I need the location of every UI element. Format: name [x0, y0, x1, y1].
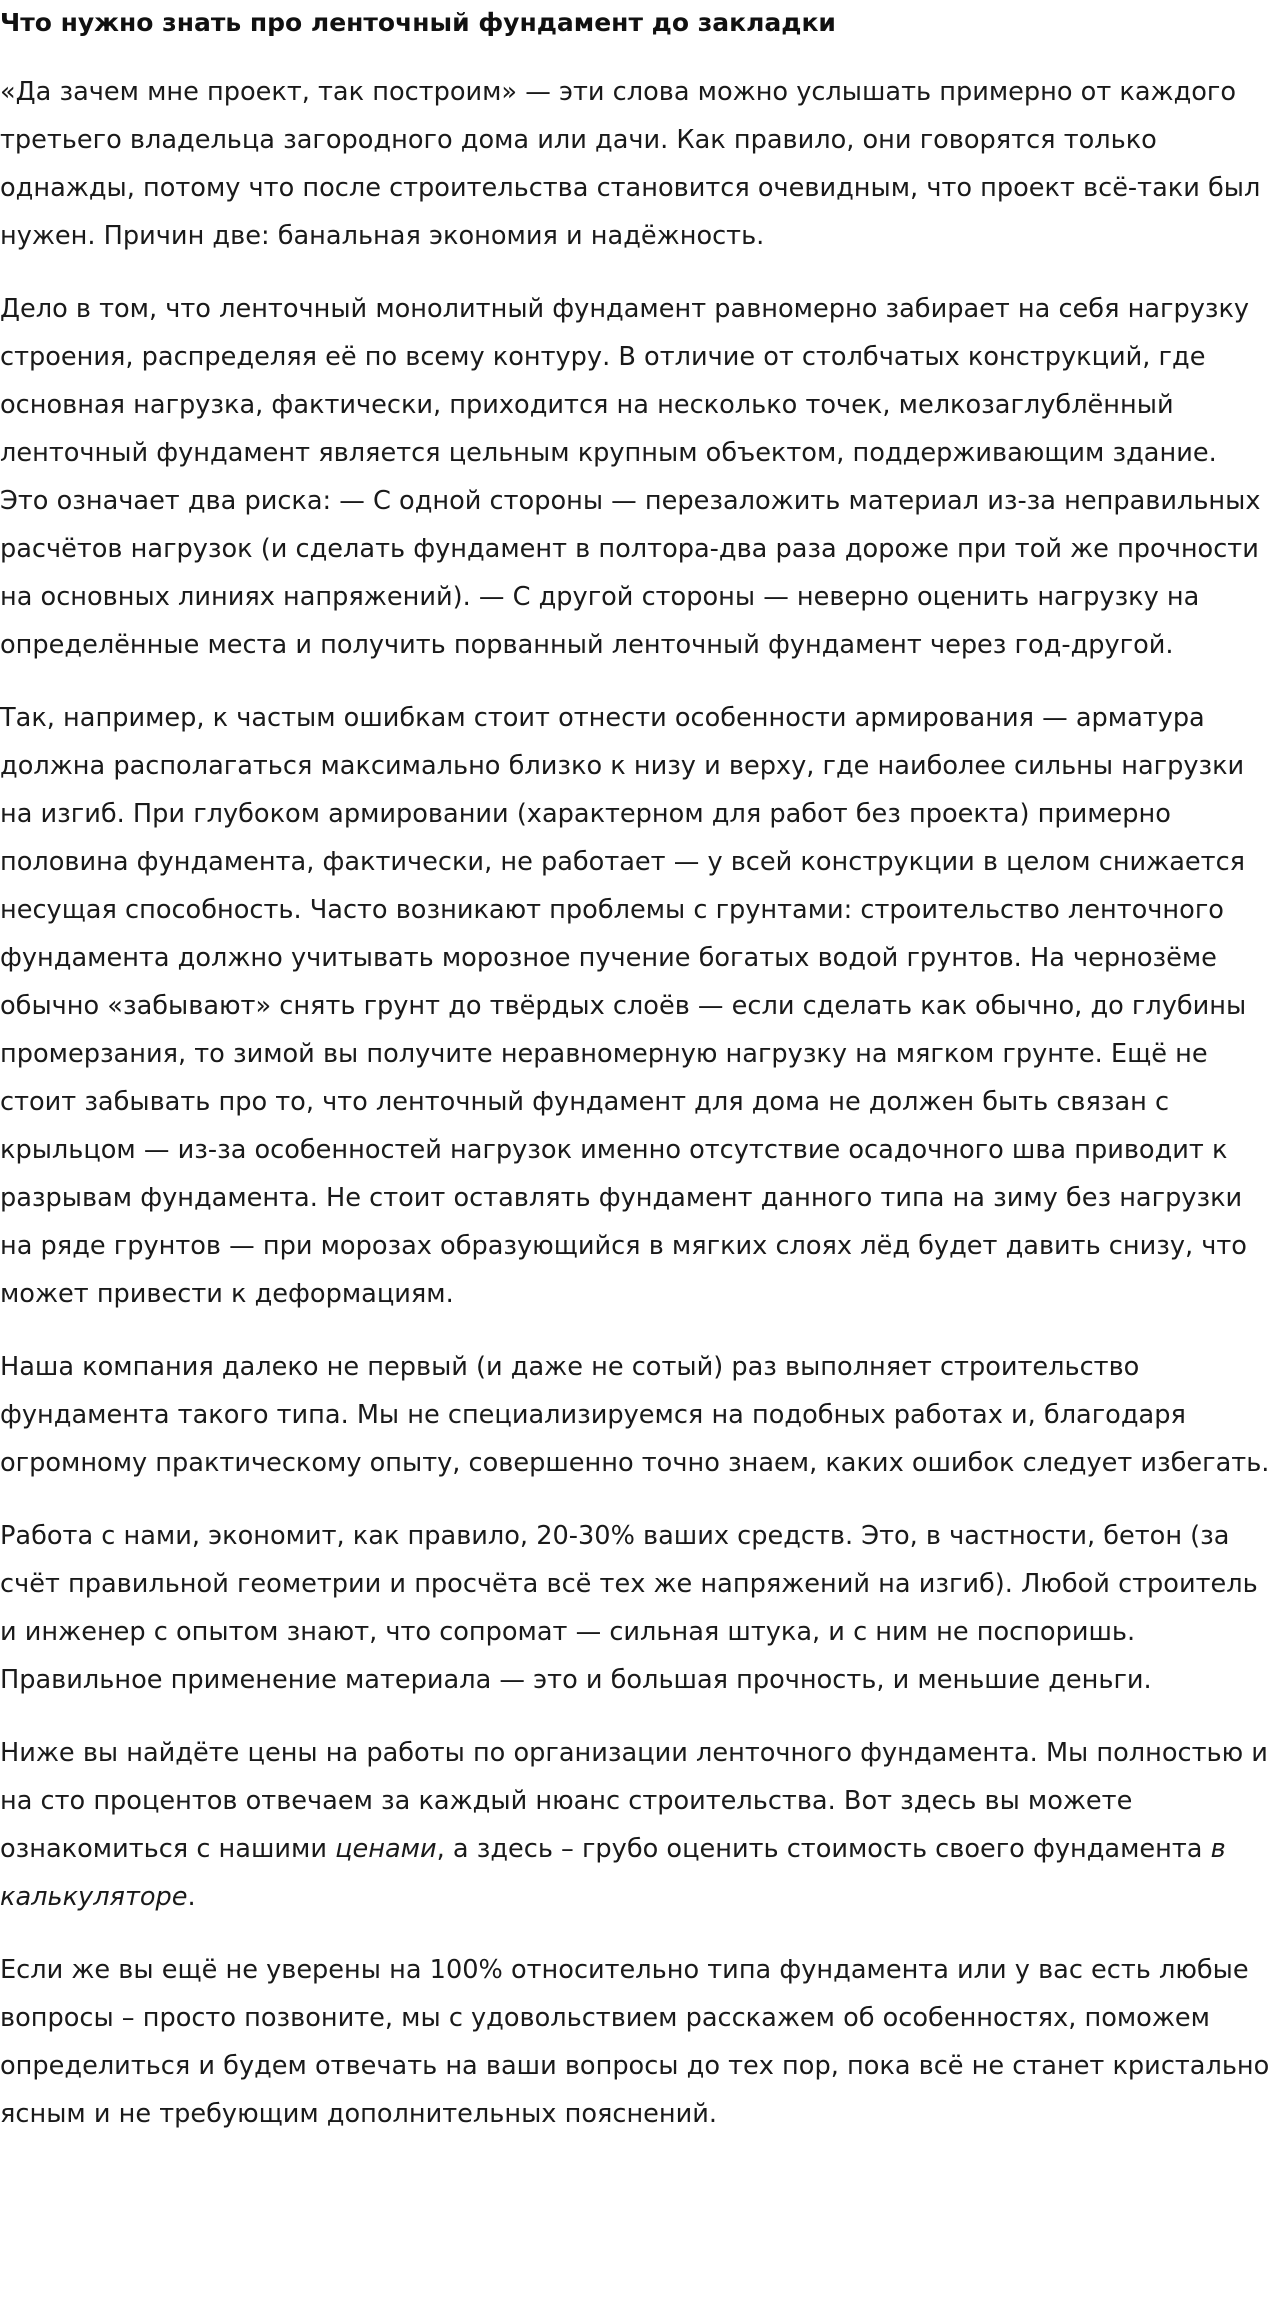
page-title: Что нужно знать про ленточный фундамент до закладки: [0, 8, 836, 37]
paragraph-company: Наша компания далеко не первый (и даже не сотый) раз выполняет строительство фундамента такого типа. Мы не специализируемся на подобных работах и, благодаря огромному практическому опыту, совершенно точно знаем, каких ошибок следует избегать.: [0, 1352, 1270, 1478]
prices-text-after: .: [187, 1882, 196, 1912]
paragraph-intro: «Да зачем мне проект, так построим» — эти слова можно услышать примерно от каждого третьего владельца загородного дома или дачи. Как правило, они говорятся только однажды, потому что после строительства становится очевидным, что проект всё-таки был нужен. Причин две: банальная экономия и надёжность.: [0, 77, 1261, 251]
paragraph-mistakes: Так, например, к частым ошибкам стоит отнести особенности армирования — арматура должна располагаться максимально близко к низу и верху, где наиболее сильны нагрузки на изгиб. При глубоком армировании (характерном для работ без проекта) примерно половина фундамента, фактически, не работает — у всей конструкции в целом снижается несущая способность. Часто возникают проблемы с грунтами: строительство ленточного фундамента должно учитывать морозное пучение богатых водой грунтов. На чернозёме обычно «забывают» снять грунт до твёрдых слоёв — если сделать как обычно, до глубины промерзания, то зимой вы получите неравномерную нагрузку на мягком грунте. Ещё не стоит забывать про то, что ленточный фундамент для дома не должен быть связан с крыльцом — из-за особенностей нагрузок именно отсутствие осадочного шва приводит к разрывам фундамента. Не стоит оставлять фундамент данного типа на зиму без нагрузки на ряде грунтов — при морозах образующийся в мягких слоях лёд будет давить снизу, что может привести к деформациям.: [0, 703, 1247, 1309]
article: [0, 6, 1270, 2138]
prices-link[interactable]: ценами: [335, 1834, 437, 1864]
paragraph-savings: Работа с нами, экономит, как правило, 20-30% ваших средств. Это, в частности, бетон (за счёт правильной геометрии и просчёта всё тех же напряжений на изгиб). Любой строитель и инженер с опытом знают, что сопромат — сильная штука, и с ним не поспоришь. Правильное применение материала — это и большая прочность, и меньшие деньги.: [0, 1521, 1258, 1695]
prices-text-before: Ниже вы найдёте цены на работы по организации ленточного фундамента. Мы полностью и на сто процентов отвечаем за каждый нюанс строительства. Вот здесь вы можете ознакомиться с нашими: [0, 1738, 1268, 1864]
prices-text-middle: , а здесь – грубо оценить стоимость своего фундамента: [436, 1834, 1211, 1864]
calculator-link[interactable]: в калькуляторе: [0, 1834, 1226, 1912]
paragraph-contact: Если же вы ещё не уверены на 100% относительно типа фундамента или у вас есть любые вопросы – просто позвоните, мы с удовольствием расскажем об особенностях, поможем определиться и будем отвечать на ваши вопросы до тех пор, пока всё не станет кристально ясным и не требующим дополнительных пояснений.: [0, 1955, 1270, 2129]
paragraph-prices: [0, 1729, 1270, 1921]
paragraph-risks: Дело в том, что ленточный монолитный фундамент равномерно забирает на себя нагрузку строения, распределяя её по всему контуру. В отличие от столбчатых конструкций, где основная нагрузка, фактически, приходится на несколько точек, мелкозаглублённый ленточный фундамент является цельным крупным объектом, поддерживающим здание. Это означает два риска: — С одной стороны — перезаложить материал из-за неправильных расчётов нагрузок (и сделать фундамент в полтора-два раза дороже при той же прочности на основных линиях напряжений). — С другой стороны — неверно оценить нагрузку на определённые места и получить порванный ленточный фундамент через год-другой.: [0, 294, 1261, 660]
